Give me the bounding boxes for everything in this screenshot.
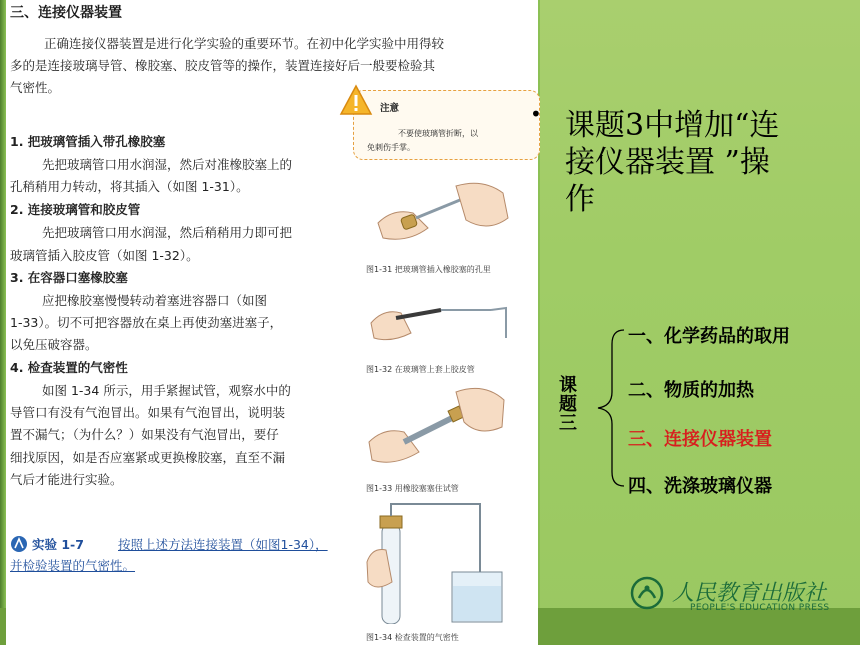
bullet-text-line: 课题3中增加“连	[565, 108, 780, 143]
section-title: 三、连接仪器装置	[10, 5, 122, 21]
step-line: 玻璃管插入胶皮管（如图 1-32）。	[10, 248, 199, 263]
step-title: 2. 连接玻璃管和胶皮管	[10, 202, 141, 217]
topic-item[interactable]: 一、化学药品的取用	[628, 326, 790, 347]
figure-caption: 图1-34 检查装置的气密性	[366, 633, 459, 642]
figure-caption: 图1-31 把玻璃管插入橡胶塞的孔里	[366, 265, 491, 274]
topic-item[interactable]: 四、洗涤玻璃仪器	[628, 476, 772, 497]
figure-1-34-image	[362, 502, 522, 624]
step-line: 如图 1-34 所示，用手紧握试管，观察水中的	[42, 383, 291, 398]
step-line: 孔稍稍用力转动，将其插入（如图 1-31）。	[10, 179, 249, 194]
step-line: 先把玻璃管口用水润湿，然后稍稍用力即可把	[42, 225, 293, 240]
topic-item[interactable]: 二、物质的加热	[628, 380, 754, 401]
bullet-dot: •	[530, 102, 542, 126]
figure-1-33-image	[364, 382, 514, 472]
step-line: 细找原因，如是否应塞紧或更换橡胶塞，直至不漏	[10, 450, 286, 465]
topic-item-active[interactable]: 三、连接仪器装置	[628, 429, 772, 450]
intro-line: 多的是连接玻璃导管、橡胶塞、胶皮管等的操作，装置连接好后一般要检验其	[10, 58, 436, 73]
step-line: 先把玻璃管口用水润湿，然后对准橡胶塞上的	[42, 157, 293, 172]
step-title: 4. 检查装置的气密性	[10, 360, 128, 375]
warning-text: 不要使玻璃管折断，以	[398, 129, 478, 138]
bullet-text-line: 接仪器装置 ”操	[565, 145, 770, 180]
step-line: 导管口有没有气泡冒出。如果有气泡冒出，说明装	[10, 405, 286, 420]
warning-text: 免刺伤手掌。	[367, 143, 415, 152]
bullet-text-line: 作	[565, 182, 595, 217]
experiment-text: 并检验装置的气密性。	[10, 558, 136, 573]
step-title: 3. 在容器口塞橡胶塞	[10, 270, 128, 285]
step-line: 1-33）。切不可把容器放在桌上再使劲塞进塞子，	[10, 315, 283, 330]
step-line: 以免压破容器。	[10, 337, 98, 352]
step-title: 1. 把玻璃管插入带孔橡胶塞	[10, 134, 166, 149]
experiment-text: 按照上述方法连接装置（如图1-34），	[118, 537, 328, 552]
publisher-name-en: PEOPLE'S EDUCATION PRESS	[690, 603, 830, 613]
topic-bracket	[590, 322, 630, 494]
warning-title: 注意	[380, 103, 400, 114]
figure-1-32-image	[366, 288, 516, 348]
step-line: 置不漏气；（为什么？）如果没有气泡冒出，要仔	[10, 427, 279, 442]
intro-line: 气密性。	[10, 80, 61, 95]
step-line: 气后才能进行实验。	[10, 472, 123, 487]
warning-icon	[339, 84, 373, 116]
figure-caption: 图1-33 用橡胶塞塞住试管	[366, 484, 459, 493]
figure-caption: 图1-32 在玻璃管上套上胶皮管	[366, 365, 475, 374]
vertical-label-char: 三	[559, 413, 577, 434]
vertical-label-char: 题	[559, 394, 577, 415]
vertical-label-char: 课	[559, 375, 577, 396]
experiment-label: 实验 1-7	[32, 537, 84, 552]
textbook-page	[6, 0, 538, 645]
publisher-logo-icon	[630, 576, 664, 610]
publisher-name-cn: 人民教育出版社	[672, 581, 827, 606]
figure-1-31-image	[368, 178, 518, 248]
step-line: 应把橡胶塞慢慢转动着塞进容器口（如图	[42, 293, 268, 308]
intro-line: 正确连接仪器装置是进行化学实验的重要环节。在初中化学实验中用得较	[44, 36, 445, 51]
experiment-icon	[10, 535, 28, 553]
